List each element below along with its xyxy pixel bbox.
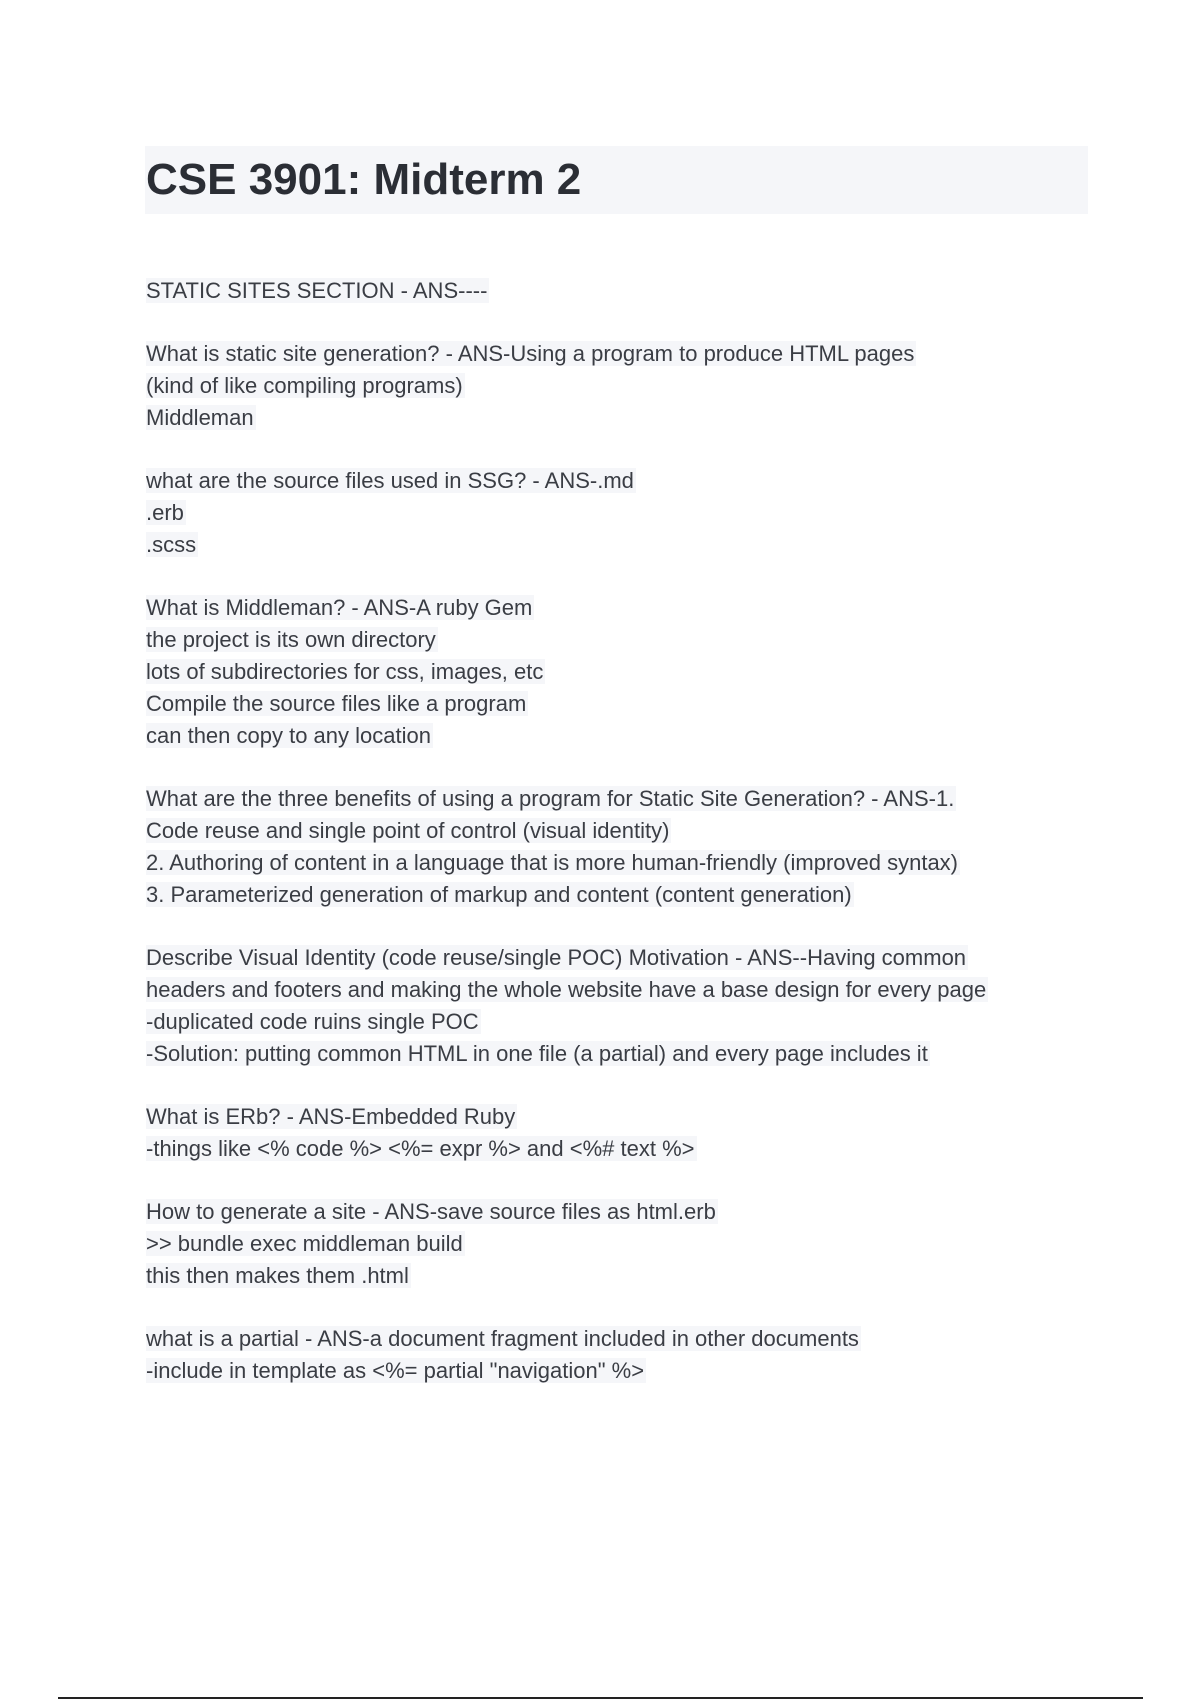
- paragraph-static-sites-section: [146, 275, 1096, 307]
- text-line: what is a partial - ANS-a document fragment included in other documents: [146, 1326, 859, 1351]
- text-line: can then copy to any location: [146, 723, 431, 748]
- text-line: the project is its own directory: [146, 627, 436, 652]
- text-line: -things like <% code %> <%= expr %> and <%# text %>: [146, 1136, 695, 1161]
- text-line: 2. Authoring of content in a language that is more human-friendly (improved syntax): [146, 850, 959, 875]
- text-line: >> bundle exec middleman build: [146, 1231, 463, 1256]
- page-title: CSE 3901: Midterm 2: [146, 155, 582, 204]
- text-line: What are the three benefits of using a program for Static Site Generation? - ANS-1.: [146, 786, 955, 811]
- text-line: -Solution: putting common HTML in one file (a partial) and every page includes it: [146, 1041, 928, 1066]
- text-line: .erb: [146, 500, 184, 525]
- text-line: what are the source files used in SSG? - ANS-.md: [146, 468, 634, 493]
- text-line: What is static site generation? - ANS-Using a program to produce HTML pages: [146, 341, 915, 366]
- paragraph-middleman: [146, 592, 1096, 752]
- text-line: Code reuse and single point of control (visual identity): [146, 818, 670, 843]
- paragraph-static-site-generation: [146, 338, 1096, 434]
- footer-divider: [58, 1697, 1143, 1699]
- paragraph-visual-identity: [146, 942, 1096, 1070]
- text-line: Middleman: [146, 405, 254, 430]
- text-line: headers and footers and making the whole website have a base design for every page: [146, 977, 987, 1002]
- document-body: [146, 275, 1096, 1418]
- text-line: .scss: [146, 532, 197, 557]
- paragraph-generate-site: [146, 1196, 1096, 1292]
- text-line: Compile the source files like a program: [146, 691, 527, 716]
- paragraph-source-files: [146, 465, 1096, 561]
- text-line: Describe Visual Identity (code reuse/single POC) Motivation - ANS--Having common: [146, 945, 967, 970]
- text-line: How to generate a site - ANS-save source files as html.erb: [146, 1199, 716, 1224]
- text-line: What is ERb? - ANS-Embedded Ruby: [146, 1104, 516, 1129]
- paragraph-partial: [146, 1323, 1096, 1387]
- text-line: this then makes them .html: [146, 1263, 409, 1288]
- text-line: -include in template as <%= partial "navigation" %>: [146, 1358, 645, 1383]
- text-line: STATIC SITES SECTION - ANS----: [146, 278, 488, 303]
- paragraph-erb: [146, 1101, 1096, 1165]
- text-line: (kind of like compiling programs): [146, 373, 463, 398]
- text-line: lots of subdirectories for css, images, etc: [146, 659, 544, 684]
- text-line: -duplicated code ruins single POC: [146, 1009, 479, 1034]
- text-line: 3. Parameterized generation of markup and content (content generation): [146, 882, 852, 907]
- paragraph-three-benefits: [146, 783, 1096, 911]
- text-line: What is Middleman? - ANS-A ruby Gem: [146, 595, 533, 620]
